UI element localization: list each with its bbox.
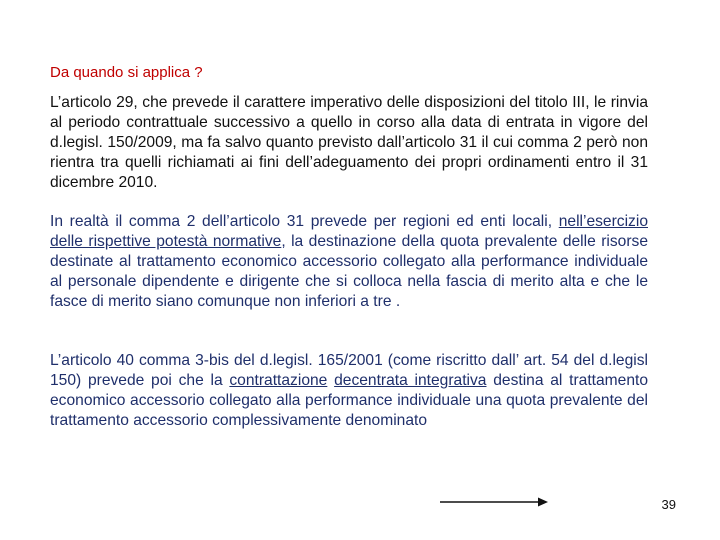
paragraph-article-29 bbox=[50, 93, 648, 193]
slide-heading: Da quando si applica ? bbox=[50, 64, 203, 81]
paragraph-article-40 bbox=[50, 351, 648, 431]
paragraph-article-31 bbox=[50, 212, 648, 312]
underlined-decentrata-integrativa: decentrata integrativa bbox=[334, 372, 487, 389]
paragraph-article-40-text-1: L’articolo 40 comma 3-bis del d.legisl. 165/2001 (come riscritto dall’ art. 54 del d.legisl 150) prevede poi che la bbox=[50, 352, 648, 389]
underlined-phrase-potesta: nell’esercizio delle rispettive potestà normative bbox=[50, 213, 648, 250]
page-number: 39 bbox=[661, 497, 676, 512]
right-arrow-icon bbox=[440, 496, 548, 508]
paragraph-article-31-text-1: In realtà il comma 2 dell’articolo 31 prevede per regioni ed enti locali, bbox=[50, 213, 559, 230]
paragraph-article-31-text-2: , la destinazione della quota prevalente delle risorse destinate al trattamento economico accessorio collegato alla performance individuale al personale dipendente e dirigente che si colloca nella fascia di merito alta e che le fasce di merito siano comunque non inferiori a tre . bbox=[50, 233, 648, 310]
paragraph-article-40-text-2: destina al trattamento economico accessorio collegato alla performance individuale una quota prevalente del trattamento accessorio complessivamente denominato bbox=[50, 372, 649, 429]
underlined-contrattazione: contrattazione bbox=[229, 372, 328, 389]
paragraph-article-29-text: L’articolo 29, che prevede il carattere imperativo delle disposizioni del titolo III, le rinvia al periodo contrattuale successivo a quello in corso alla data di entrata in vigore del d.legisl. 150/2009, ma fa salvo quanto previsto dall’articolo 31 il cui comma 2 però non rientra tra quelli richiamati ai fini dell’adeguamento dei propri ordinamenti entro il 31 dicembre 2010. bbox=[50, 94, 648, 191]
